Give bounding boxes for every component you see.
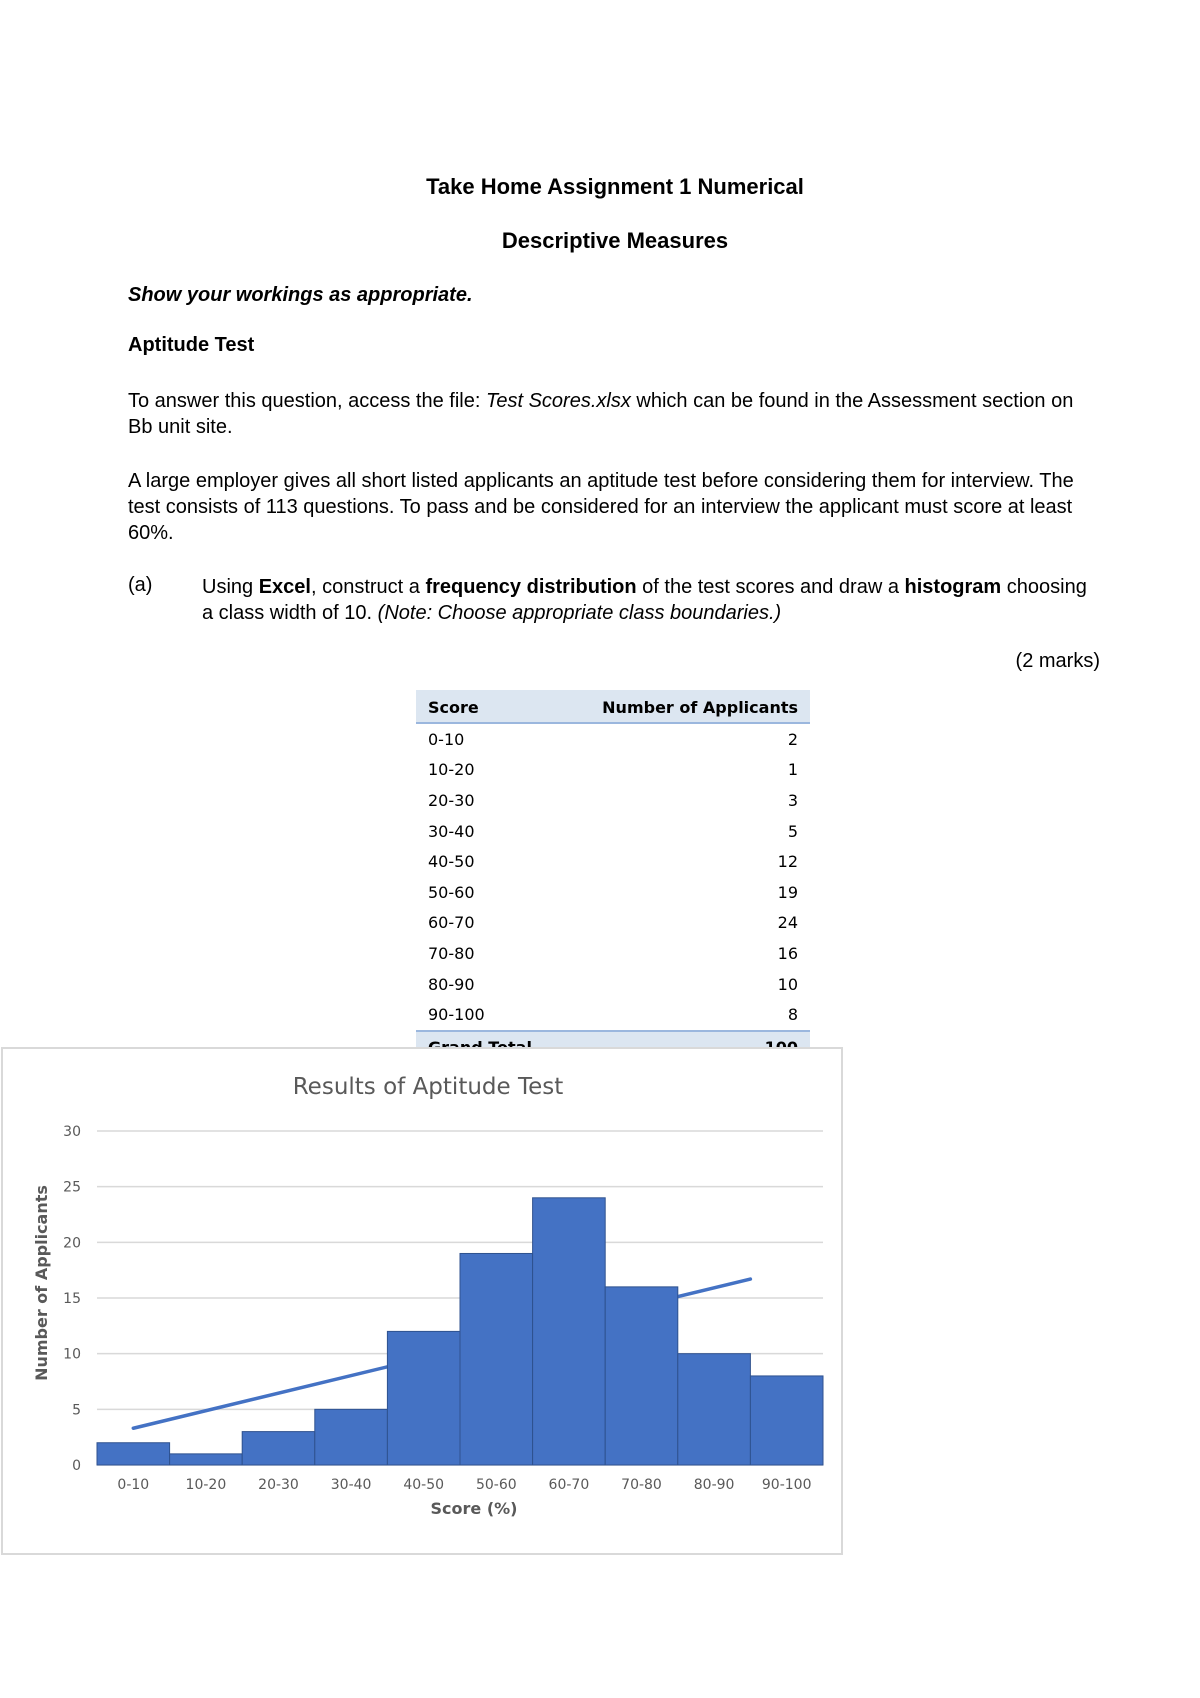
y-tick-label: 20 <box>63 1235 81 1252</box>
x-tick-label: 90-100 <box>761 1477 812 1493</box>
applicants-cell: 2 <box>787 729 798 749</box>
histogram-bar <box>605 1287 678 1465</box>
x-tick-label: 70-80 <box>621 1477 662 1493</box>
header-score: Score <box>416 690 561 723</box>
para1-suffix: which can be found in the Assessment section on Bb unit site. <box>128 390 1074 438</box>
score-cell: 10-20 <box>428 760 475 780</box>
y-tick-label: 30 <box>63 1124 81 1140</box>
frequency-table <box>416 690 810 1063</box>
table-header-row <box>416 690 810 723</box>
histogram-bar <box>533 1198 606 1465</box>
applicants-cell: 1 <box>787 760 798 780</box>
table-row <box>416 755 810 786</box>
section-heading: Aptitude Test <box>128 334 255 356</box>
table-row <box>416 908 810 939</box>
score-cell: 80-90 <box>428 974 475 994</box>
x-tick-label: 10-20 <box>185 1477 227 1493</box>
chart-svg <box>3 1049 841 1553</box>
applicants-cell: 10 <box>777 974 798 994</box>
y-tick-label: 10 <box>63 1346 81 1363</box>
score-cell: 70-80 <box>428 943 475 963</box>
document-title: Take Home Assignment 1 Numerical <box>426 174 804 199</box>
x-tick-label: 0-10 <box>117 1477 150 1493</box>
score-cell: 90-100 <box>428 1005 485 1025</box>
x-tick-label: 20-30 <box>258 1477 299 1493</box>
part-a-t4: choosing a class width of 10. <box>202 576 1087 624</box>
histogram-bar <box>315 1409 388 1465</box>
x-tick-label: 40-50 <box>403 1477 445 1493</box>
document-subtitle: Descriptive Measures <box>501 228 729 253</box>
table-row <box>416 723 810 755</box>
histogram-bar <box>750 1376 823 1465</box>
table-row <box>416 877 810 908</box>
x-axis-label: Score (%) <box>430 1499 518 1518</box>
x-tick-label: 60-70 <box>548 1477 590 1493</box>
table-row <box>416 816 810 847</box>
part-a-b2: frequency distribution <box>425 576 637 598</box>
part-a-t3: of the test scores and draw a <box>636 576 905 598</box>
y-axis-label: Number of Applicants <box>32 1185 51 1381</box>
score-cell: 20-30 <box>428 790 475 810</box>
score-cell: 50-60 <box>428 882 475 902</box>
table-row <box>416 969 810 1000</box>
part-a-text <box>202 574 1102 626</box>
chart-title: Results of Aptitude Test <box>292 1074 564 1100</box>
part-a-label: (a) <box>128 574 153 596</box>
y-tick-label: 0 <box>72 1458 81 1474</box>
applicants-cell: 19 <box>777 882 798 902</box>
part-a-b1: Excel <box>258 576 311 598</box>
paragraph-file-access <box>128 388 1088 440</box>
para1-prefix: To answer this question, access the file: <box>128 390 486 412</box>
table-row <box>416 846 810 877</box>
histogram-bar <box>678 1354 751 1465</box>
histogram-bar <box>242 1432 315 1465</box>
y-tick-label: 5 <box>72 1402 81 1419</box>
applicants-cell: 24 <box>777 913 798 933</box>
score-cell: 0-10 <box>428 729 465 749</box>
score-cell: 40-50 <box>428 852 475 872</box>
x-tick-label: 30-40 <box>330 1477 372 1493</box>
score-cell: 30-40 <box>428 821 475 841</box>
header-applicants: Number of Applicants <box>561 690 810 723</box>
y-tick-label: 25 <box>63 1179 81 1196</box>
histogram-bar <box>97 1443 170 1465</box>
y-tick-label: 15 <box>63 1291 81 1307</box>
instruction-text: Show your workings as appropriate. <box>128 284 473 306</box>
x-tick-label: 50-60 <box>475 1477 517 1493</box>
paragraph-description: A large employer gives all short listed applicants an aptitude test before considering them for interview. The test consists of 113 questions. To pass and be considered for an interview the applicant must score at least 60%. <box>128 470 1074 544</box>
applicants-cell: 3 <box>787 790 798 810</box>
part-a-b3: histogram <box>904 576 1002 598</box>
histogram-bar <box>170 1454 243 1465</box>
applicants-cell: 5 <box>787 821 798 841</box>
score-cell: 60-70 <box>428 913 475 933</box>
part-a-t2: , construct a <box>310 576 426 598</box>
histogram-chart <box>1 1047 843 1555</box>
applicants-cell: 8 <box>787 1005 798 1025</box>
table-row <box>416 785 810 816</box>
part-a-note: (Note: Choose appropriate class boundaries.) <box>377 602 782 624</box>
applicants-cell: 12 <box>777 852 798 872</box>
table-row <box>416 999 810 1031</box>
table-row <box>416 938 810 969</box>
part-a-t1: Using <box>202 576 259 598</box>
x-tick-label: 80-90 <box>693 1477 735 1493</box>
histogram-bar <box>387 1331 460 1465</box>
file-name: Test Scores.xlsx <box>485 390 631 412</box>
histogram-bar <box>460 1253 533 1465</box>
marks-label: (2 marks) <box>1015 650 1100 672</box>
applicants-cell: 16 <box>777 943 798 963</box>
